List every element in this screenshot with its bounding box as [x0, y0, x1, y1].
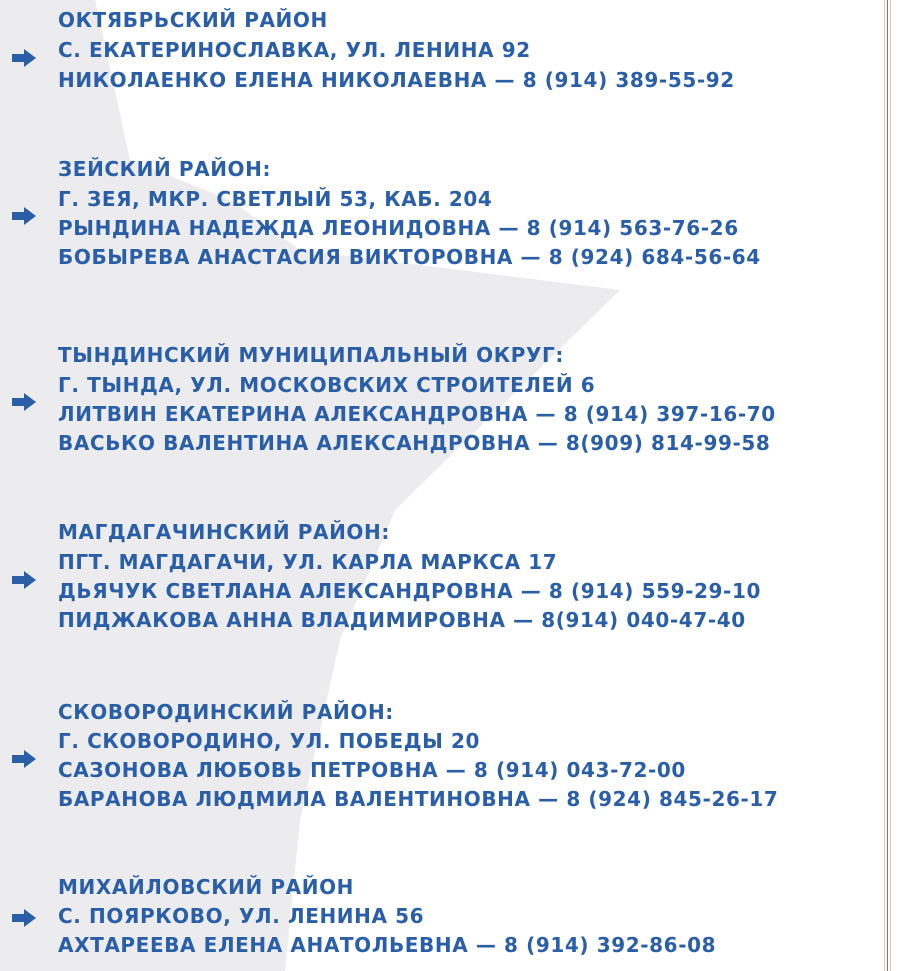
contact-person: НИКОЛАЕНКО ЕЛЕНА НИКОЛАЕВНА — 8 (914) 389-55-92 [58, 68, 735, 92]
address: Г. ЗЕЯ, МКР. СВЕТЛЫЙ 53, КАБ. 204 [58, 187, 493, 211]
district-title: МАГДАГАЧИНСКИЙ РАЙОН: [58, 520, 390, 544]
address: ПГТ. МАГДАГАЧИ, УЛ. КАРЛА МАРКСА 17 [58, 550, 558, 574]
arrow-right-icon [12, 207, 36, 225]
district-title: ЗЕЙСКИЙ РАЙОН: [58, 157, 272, 181]
right-border-accent-line [887, 0, 888, 971]
arrow-right-icon [12, 750, 36, 768]
district-title: ОКТЯБРЬСКИЙ РАЙОН [58, 8, 328, 32]
district-title: ТЫНДИНСКИЙ МУНИЦИПАЛЬНЫЙ ОКРУГ: [58, 343, 564, 367]
arrow-right-icon [12, 393, 36, 411]
contact-person: ВАСЬКО ВАЛЕНТИНА АЛЕКСАНДРОВНА — 8(909) 814-99-58 [58, 431, 771, 455]
contact-person: ЛИТВИН ЕКАТЕРИНА АЛЕКСАНДРОВНА — 8 (914) 397-16-70 [58, 402, 776, 426]
arrow-right-icon [12, 49, 36, 67]
right-border-line [890, 0, 891, 971]
address: С. ПОЯРКОВО, УЛ. ЛЕНИНА 56 [58, 904, 425, 928]
district-title: СКОВОРОДИНСКИЙ РАЙОН: [58, 700, 394, 724]
contact-person: БАРАНОВА ЛЮДМИЛА ВАЛЕНТИНОВНА — 8 (924) 845-26-17 [58, 787, 779, 811]
address: Г. СКОВОРОДИНО, УЛ. ПОБЕДЫ 20 [58, 729, 481, 753]
contact-person: РЫНДИНА НАДЕЖДА ЛЕОНИДОВНА — 8 (914) 563-76-26 [58, 216, 739, 240]
address: Г. ТЫНДА, УЛ. МОСКОВСКИХ СТРОИТЕЛЕЙ 6 [58, 373, 596, 397]
arrow-right-icon [12, 571, 36, 589]
contact-person: БОБЫРЕВА АНАСТАСИЯ ВИКТОРОВНА — 8 (924) 684-56-64 [58, 245, 761, 269]
district-title: МИХАЙЛОВСКИЙ РАЙОН [58, 875, 355, 899]
right-border-line [884, 0, 885, 971]
contact-person: ДЬЯЧУК СВЕТЛАНА АЛЕКСАНДРОВНА — 8 (914) 559-29-10 [58, 579, 761, 603]
contact-person: САЗОНОВА ЛЮБОВЬ ПЕТРОВНА — 8 (914) 043-72-00 [58, 758, 686, 782]
contact-person: АХТАРЕЕВА ЕЛЕНА АНАТОЛЬЕВНА — 8 (914) 392-86-08 [58, 933, 717, 957]
address: С. ЕКАТЕРИНОСЛАВКА, УЛ. ЛЕНИНА 92 [58, 38, 531, 62]
contact-person: ПИДЖАКОВА АННА ВЛАДИМИРОВНА — 8(914) 040-47-40 [58, 608, 746, 632]
arrow-right-icon [12, 909, 36, 927]
